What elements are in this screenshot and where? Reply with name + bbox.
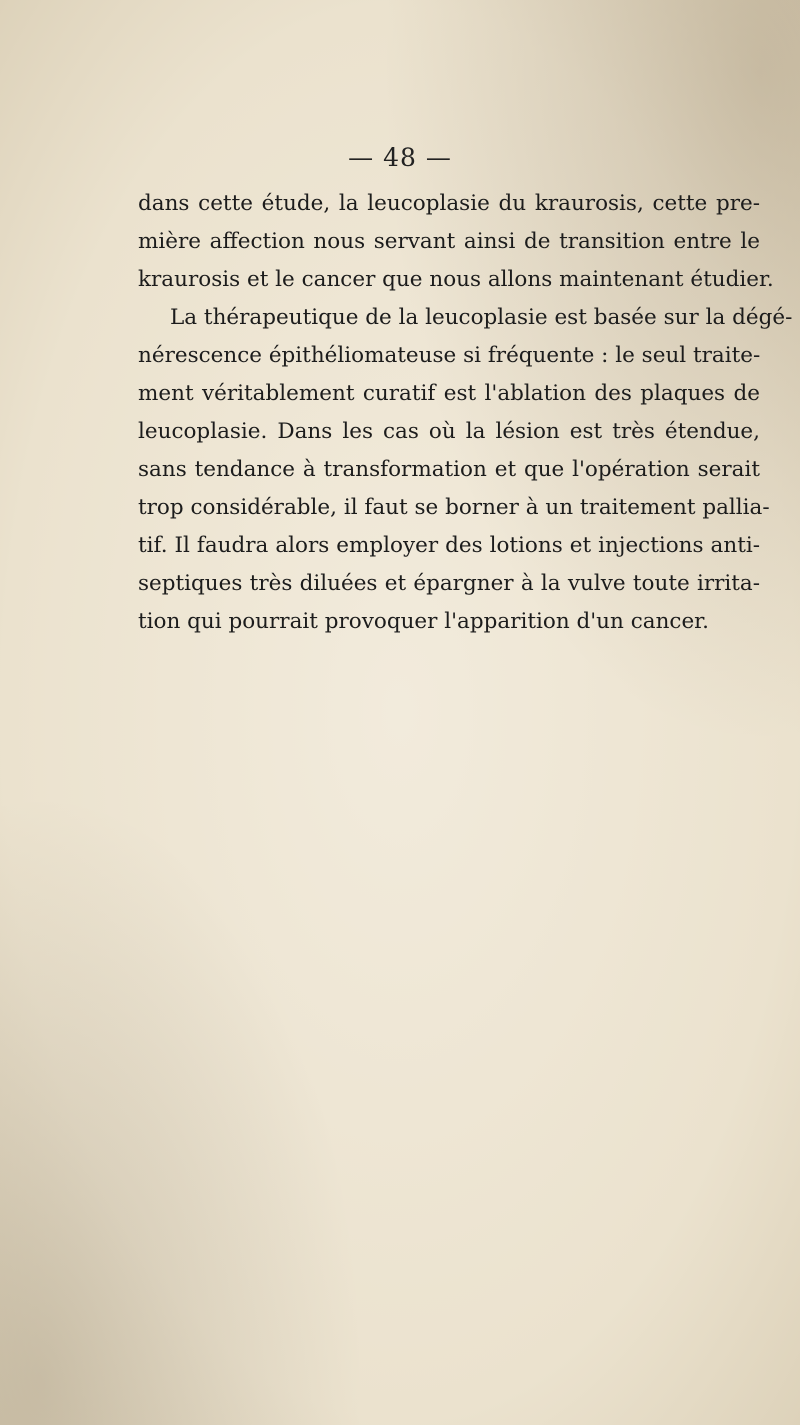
text-line: kraurosis et le cancer que nous allons maintenant étudier.: [138, 267, 774, 292]
text-line: leucoplasie. Dans les cas où la lésion est très étendue,: [138, 419, 760, 444]
body-text: [138, 185, 793, 641]
text-line: La thérapeutique de la leucoplasie est basée sur la dégé-: [170, 305, 793, 330]
text-line: tion qui pourrait provoquer l'apparition d'un cancer.: [138, 609, 709, 634]
text-line: septiques très diluées et épargner à la vulve toute irrita-: [138, 571, 760, 596]
text-line: nérescence épithéliomateuse si fréquente : le seul traite-: [138, 343, 761, 368]
text-line: dans cette étude, la leucoplasie du kraurosis, cette pre-: [138, 191, 760, 216]
text-line: sans tendance à transformation et que l'opération serait: [138, 457, 760, 482]
text-line: trop considérable, il faut se borner à un traitement pallia-: [138, 495, 770, 520]
text-line: tif. Il faudra alors employer des lotions et injections anti-: [138, 533, 760, 558]
text-line: mière affection nous servant ainsi de transition entre le: [138, 229, 760, 254]
page-number: — 48 —: [348, 143, 452, 172]
text-line: ment véritablement curatif est l'ablation des plaques de: [138, 381, 760, 406]
